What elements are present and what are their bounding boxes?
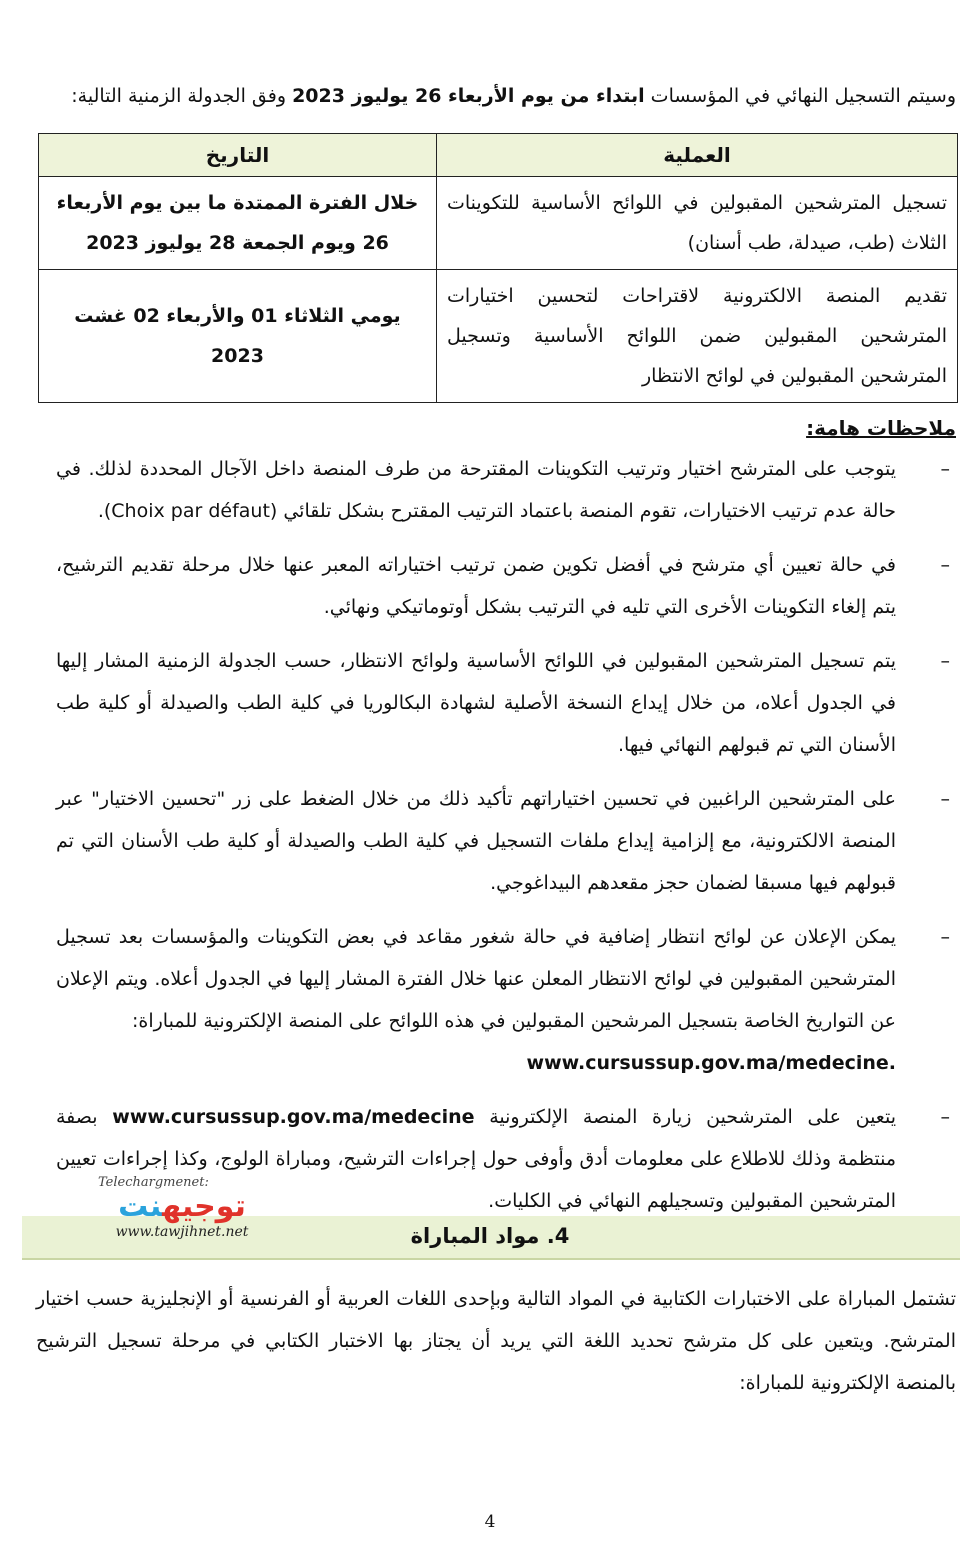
intro-paragraph — [36, 82, 956, 110]
page-number: 4 — [484, 1512, 496, 1532]
list-item — [56, 640, 956, 766]
watermark-brand — [92, 1190, 272, 1224]
row2-operation: تقديم المنصة الالكترونية لاقتراحات لتحسين اختيارات المترشحين المقبولين ضمن اللوائح الأساسية وتسجيل المترشحين المقبولين في لوائح الانتظار — [437, 270, 958, 403]
list-item — [56, 448, 956, 532]
notes-heading: ملاحظات هامة: — [806, 416, 956, 440]
section-title: 4. مواد المباراة — [410, 1224, 570, 1248]
notes-list — [56, 448, 956, 1234]
watermark-site: www.tawjihnet.net — [115, 1224, 249, 1240]
note-text: في حالة تعيين أي مترشح في أفضل تكوين ضمن ترتيب اختياراته المعبر عنها خلال مرحلة تقديم الترشيح، يتم إلغاء التكوينات الأخرى التي تليه في الترتيب بشكل أوتوماتيكي ونهائي. — [56, 554, 896, 618]
row1-date: خلال الفترة الممتدة ما بين يوم الأربعاء 26 ويوم الجمعة 28 يوليوز 2023 — [39, 177, 437, 270]
note-text-start: يتعين على المترشحين زيارة المنصة الإلكترونية — [474, 1106, 896, 1128]
note-text: يمكن الإعلان عن لوائح انتظار إضافية في حالة شغور مقاعد في بعض التكوينات والمؤسسات بعد تسجيل المترشحين المقبولين في لوائح الانتظار المعلن عنها خلال الفترة المشار إليها في الجدول أعلاه. ويتم الإعلان عن التواريخ الخاصة بتسجيل المرشحين المقبولين في هذه اللوائح على المنصة الإلكترونية للمباراة: — [56, 926, 896, 1032]
watermark-logo — [92, 1175, 272, 1251]
closing-paragraph: تشتمل المباراة على الاختبارات الكتابية في المواد التالية وبإحدى اللغات العربية أو الفرنسية أو الإنجليزية حسب اختيار المترشح. ويتعين على كل مترشح تحديد اللغة التي يريد أن يجتاز بها الاختبار الكتابي في مرحلة تسجيل الترشيح بالمنصة الإلكترونية للمباراة: — [36, 1288, 956, 1394]
row1-operation: تسجيل المترشحين المقبولين في اللوائح الأساسية للتكوينات الثلاث (طب، صيدلة، طب أسنان) — [437, 177, 958, 270]
dash-bullet: – — [940, 926, 950, 948]
header-operation: العملية — [437, 134, 958, 177]
list-item — [56, 916, 956, 1084]
dash-bullet: – — [940, 788, 950, 810]
registration-schedule-table — [38, 133, 958, 403]
watermark-brand-red: توجيه — [162, 1189, 246, 1224]
note-text: يتم تسجيل المترشحين المقبولين في اللوائح الأساسية ولوائح الانتظار، حسب الجدولة الزمنية المشار إليها في الجدول أعلاه، من خلال إيداع النسخة الأصلية لشهادة البكالوريا في كلية الطب والصيدلة أو كلية طب الأسنان التي تم قبولهم النهائي فيها. — [56, 650, 896, 756]
watermark-top-text: Telechargmenet: — [98, 1175, 209, 1190]
list-item — [56, 544, 956, 628]
table-row — [39, 177, 958, 270]
intro-text-start: وسيتم التسجيل النهائي في المؤسسات — [644, 85, 956, 107]
dash-bullet: – — [940, 458, 950, 480]
dash-bullet: – — [940, 1106, 950, 1128]
list-item — [56, 778, 956, 904]
note-text: يتوجب على المترشح اختيار وترتيب التكوينات المقترحة من طرف المنصة داخل الآجال المحددة لذلك. في حالة عدم ترتيب الاختيارات، تقوم المنصة باعتماد الترتيب المقترح بشكل تلقائي (Choix par défaut). — [56, 458, 896, 522]
dash-bullet: – — [940, 650, 950, 672]
table-row — [39, 270, 958, 403]
note-text: على المترشحين الراغبين في تحسين اختياراتهم تأكيد ذلك من خلال الضغط على زر "تحسين الاختيار" عبر المنصة الالكترونية، مع إلزامية إيداع ملفات التسجيل في كلية الطب والصيدلة أو كلية طب الأسنان التي تم قبولهم فيها مسبقا لضمان حجز مقعدهم البيداغوجي. — [56, 788, 896, 894]
intro-date-bold: ابتداء من يوم الأربعاء 26 يوليوز 2023 — [292, 85, 645, 107]
note-text-end: بصفة منتظمة وذلك للاطلاع على معلومات أدق وأوفى حول إجراءات الترشيح، ومباراة الولوج، وكذا إجراءات تعيين المترشحين المقبولين وتسجيلهم النهائي في الكليات. — [56, 1106, 896, 1212]
dash-bullet: – — [940, 554, 950, 576]
watermark-brand-blue: نت — [118, 1189, 163, 1224]
note-url-end: .www.cursussup.gov.ma/medecine — [526, 1052, 896, 1074]
table-header-row — [39, 134, 958, 177]
platform-url-link[interactable]: www.cursussup.gov.ma/medecine — [112, 1106, 475, 1128]
intro-text-end: وفق الجدولة الزمنية التالية: — [71, 85, 293, 107]
row2-date: يومي الثلاثاء 01 والأربعاء 02 غشت 2023 — [39, 270, 437, 403]
platform-url-link[interactable]: www.cursussup.gov.ma/medecine — [526, 1052, 889, 1074]
header-date: التاريخ — [39, 134, 437, 177]
